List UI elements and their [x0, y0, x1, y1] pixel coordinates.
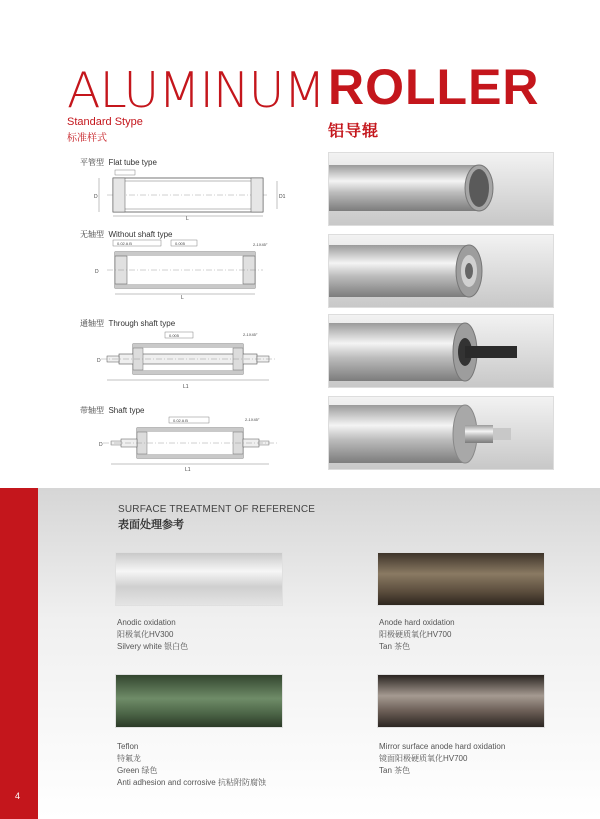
- red-side-bar: [0, 488, 38, 819]
- photo-through-shaft: [328, 314, 554, 388]
- title-aluminum: ALUMINUM: [67, 62, 325, 119]
- subtitle-en: Standard Stype: [67, 116, 143, 128]
- caption-teflon: Teflon 特氟龙 Green 绿色 Anti adhesion and corrosive 抗粘附防腐蚀: [117, 742, 266, 787]
- dim-d-4: D: [99, 442, 103, 448]
- surface-section-background: [0, 488, 600, 819]
- surface-title-en: SURFACE TREATMENT OF REFERENCE: [118, 504, 316, 515]
- tol-mark-2: 0.005: [175, 241, 186, 246]
- dim-l: L: [186, 216, 189, 220]
- dim-l1: L1: [183, 384, 189, 390]
- dim-d1: D1: [279, 194, 286, 200]
- chamfer-mark: 2-1X45°: [253, 242, 268, 247]
- type-label-flat-tube: 平管型 Flat tube type: [80, 158, 157, 167]
- title-cn: 铝导辊: [328, 123, 380, 140]
- drawing-through-shaft: [93, 328, 298, 390]
- tol-mark-4: 0.02 A B: [173, 418, 188, 423]
- swatch-silvery-white: [115, 552, 283, 606]
- dim-l-2: L: [181, 295, 184, 300]
- swatch-green: [115, 674, 283, 728]
- caption-anode-hard-oxidation: Anode hard oxidation 阳极硬质氧化HV700 Tan 茶色: [379, 618, 455, 651]
- type-label-shaft: 带轴型 Shaft type: [80, 406, 145, 415]
- chamfer-mark-2: 2-1X45°: [243, 332, 258, 337]
- dim-d-3: D: [97, 358, 101, 364]
- drawing-without-shaft: [93, 238, 298, 300]
- dim-d: D: [94, 194, 98, 200]
- photo-without-shaft: [328, 234, 554, 308]
- type-label-without-shaft: 无轴型 Without shaft type: [80, 230, 173, 239]
- photo-shaft-type: [328, 396, 554, 470]
- tol-mark-3: 0.005: [169, 333, 180, 338]
- chamfer-mark-3: 2-1X45°: [245, 417, 260, 422]
- swatch-mirror-tan: [377, 674, 545, 728]
- caption-anodic-oxidation: Anodic oxidation 阳极氧化HV300 Silvery white 银白色: [117, 618, 189, 651]
- drawing-shaft-type: [93, 414, 298, 472]
- photo-flat-tube: [328, 152, 554, 226]
- dim-d-2: D: [95, 269, 99, 275]
- drawing-flat-tube: [93, 168, 298, 220]
- tol-mark-1: 0.02 A B: [117, 241, 132, 246]
- swatch-tan: [377, 552, 545, 606]
- type-label-through-shaft: 通轴型 Through shaft type: [80, 319, 176, 328]
- title-roller: ROLLER: [328, 59, 540, 115]
- subtitle-cn: 标准样式: [67, 133, 107, 144]
- page-number: 4: [15, 791, 21, 801]
- surface-title-cn: 表面处理参考: [118, 519, 184, 531]
- dim-l1-2: L1: [185, 467, 191, 472]
- caption-mirror-surface: Mirror surface anode hard oxidation 镜面阳极硬质氧化HV700 Tan 茶色: [379, 742, 506, 775]
